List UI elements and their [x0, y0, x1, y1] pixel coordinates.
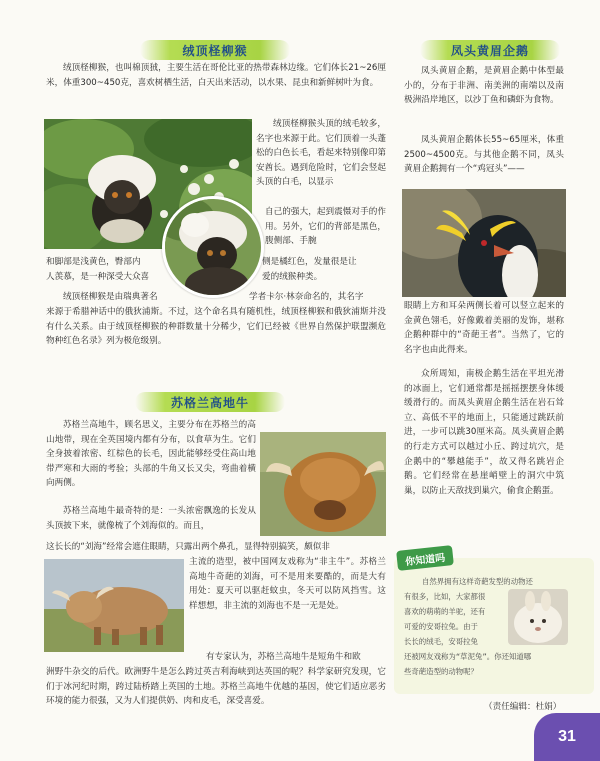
tip-line-4: 可爱的安哥拉兔。由于: [404, 622, 478, 631]
tamarin-paragraph-2a: 绒顶柽柳猴头顶的绒毛较多，名字也来源于此。它们顶着一头蓬松的白色长毛，看起来特别像印第安酋长。遇到危险时，它们会竖起头顶的白毛，以显示: [256, 119, 386, 188]
tamarin-paragraph-2c-right: 侧是橘红色，发量很是让: [262, 257, 357, 267]
tip-line-6: 还被网友戏称为“草泥兔”。你还知道哪: [404, 652, 532, 661]
tamarin-paragraph-2d-left: 人羡慕，是一种深受大众喜: [46, 272, 150, 282]
page-number-tab: [534, 713, 600, 761]
section-title-banner-highland: [135, 392, 285, 412]
tamarin-paragraph-2d-right: 爱的绒猴种类。: [262, 272, 323, 282]
tip-line-5: 长长的绒毛，安哥拉兔: [404, 637, 478, 646]
section-title-banner-tamarin: [140, 40, 290, 60]
section-title-tamarin: 绒顶柽柳猴: [182, 43, 248, 58]
highland-cow-photo-1: [260, 432, 386, 536]
penguin-photo: [402, 189, 566, 297]
tamarin-circle-photo: [162, 196, 264, 298]
tamarin-paragraph-3-rest: 来源于希腊神话中的俄狄浦斯。不过，这个命名具有随机性，绒顶柽柳猴和俄狄浦斯并没有什么关系。由于绒顶柽柳猴的种群数量十分稀少，它们已经被《世界自然保护联盟濒危物种红色名录》列为极危级别。: [46, 307, 386, 347]
highland-paragraph-3b: 洲野牛杂交的后代。欧洲野牛是怎么跨过英吉利海峡到达英国的呢？科学家研究发现，它们于冰河纪时期，跨过陆桥踏上英国的土地。苏格兰高地牛优越的基因，使它们适应恶劣环境的能力很强，又为人们提供奶、肉和皮毛，深受喜爱。: [46, 667, 386, 707]
tamarin-paragraph-3-left: 绒顶柽柳猴是由瑞典著名: [63, 292, 158, 302]
page-number: 31: [558, 728, 576, 745]
penguin-paragraph-4: 众所周知，南极企鹅生活在平坦光滑的冰面上，它们通常都是摇摇摆摆身体缓缓滑行的。而凤头黄眉企鹅生活在岩石耸立、高低不平的地面上，只能通过跳跃前进，一步可以跳30厘米高。凤头黄眉企鹅的行走方式可以越过小丘、跨过坑穴，是企鹅中的“攀越能手”，故又得名跳岩企鹅。它们经常在悬崖峭壁上的洞穴中筑巢，以防止天敌找到巢穴，偷食企鹅蛋。: [404, 369, 564, 496]
tamarin-paragraph-2b: 自己的强大，起到震慑对手的作用。另外，它们的背部是黑色，腹侧部、手腕: [265, 207, 386, 247]
did-you-know-label: 你知道吗: [404, 552, 446, 568]
penguin-paragraph-2: 凤头黄眉企鹅体长55~65厘米，体重2500~4500克。与其他企鹅不同，凤头黄眉企鹅拥有一个“鸡冠头”——: [404, 135, 564, 175]
angora-rabbit-photo: [508, 589, 568, 645]
tamarin-paragraph-1: 绒顶柽柳猴，也叫棉顶狨，主要生活在哥伦比亚的热带森林边缘。它们体长21~26厘米，体重300~450克，喜欢树栖生活，白天出来活动，以水果、昆虫和新鲜树叶为食。: [46, 63, 386, 88]
section-title-highland: 苏格兰高地牛: [170, 395, 249, 410]
penguin-paragraph-1: 凤头黄眉企鹅，是黄眉企鹅中体型最小的，分布于非洲、南美洲的南端以及南极洲沿岸地区，以沙丁鱼和磷虾为食物。: [404, 66, 564, 106]
tip-line-2: 有很多，比如，大家都很: [404, 592, 486, 601]
highland-paragraph-3a: 有专家认为，苏格兰高地牛是短角牛和欧: [206, 652, 361, 662]
highland-paragraph-2c: 主流的造型，被中国网友戏称为“非主牛”。苏格兰高地牛奇葩的刘海，可不是用来要酷的，而是大有用处：夏天可以驱赶蚊虫，冬天可以防风挡雪。这样想想，非主流的刘海也不是一无是处。: [189, 557, 386, 611]
tip-line-1: 自然界拥有这样奇葩发型的动物还: [422, 577, 533, 586]
tip-line-7: 些奇葩造型的动物呢？: [404, 667, 478, 676]
section-title-banner-penguin: [420, 40, 560, 60]
penguin-paragraph-3: 眼睛上方和耳朵两侧长着可以竖立起来的金黄色翎毛，好像戴着美丽的发饰，堪称企鹅种群中的“奇葩王者”。当然了，它的名字也由此得来。: [404, 301, 564, 355]
highland-paragraph-2b: 这长长的“刘海”经常会遮住眼睛，只露出两个鼻孔，显得特别搞笑，颇似非: [46, 542, 330, 552]
tip-line-3: 喜欢的萌萌的羊驼，还有: [404, 607, 486, 616]
tamarin-paragraph-3-right: 学者卡尔·林奈命名的，其名字: [249, 292, 364, 302]
highland-cow-photo-2: [44, 559, 184, 652]
editor-credit: （责任编辑：杜娟）: [484, 702, 562, 712]
section-title-penguin: 凤头黄眉企鹅: [450, 43, 529, 58]
highland-paragraph-1: 苏格兰高地牛，顾名思义，主要分布在苏格兰的高山地带，现在全英国境内都有分布，以食草为生。它们全身披着浓密、红棕色的长毛，因此能够经受住高山地带严寒和大雨的考验；头部的牛角又长又尖，弯曲着横向两侧。: [46, 420, 256, 489]
highland-paragraph-2a: 苏格兰高地牛最奇特的是：一头浓密飘逸的长发从头顶披下来，就像梳了个刘海似的。而且，: [46, 506, 256, 531]
tamarin-paragraph-2c-left: 和脚部是浅黄色，臀部内: [46, 257, 141, 267]
